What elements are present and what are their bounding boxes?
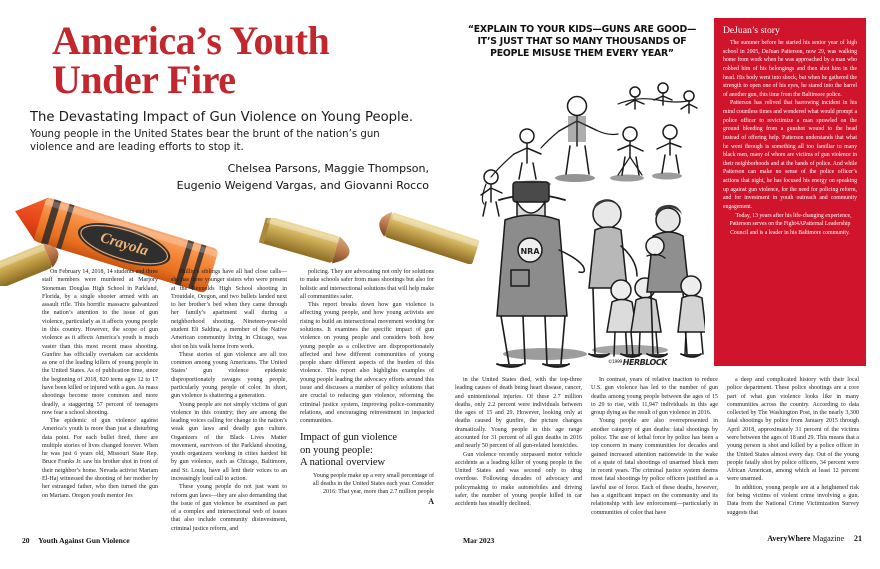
cartoon-caption-line-1: “EXPLAIN TO YOUR KIDS—GUNS ARE GOOD— (467, 24, 697, 35)
paragraph: Today, 13 years after his life-changing experience, Patterson serves on the Fight4APatternal Leadership Council and is a leader in his Baltimore community. (729, 212, 852, 236)
paragraph: policing. They are advocating not only for solutions to make schools safer from mass shootings but also for holistic and intersectional solutions that will help make all communities safer. (300, 269, 434, 300)
paragraph: Patterson has relived that harrowing incident in his mind countless times and wondered what would prompt a police officer to revictimize a man sprawled on the ground bleeding from a gunshot wound to the head instead of offering help. Patterson understands that what he went through is something all too familiar to many black men, many of whom are victims of gun violence in their neighborhoods and at the hands of police. And while Patterson can make no sense of the police officer’s actions that night, he has focused his energy on speaking up against gun violence, for the need for policing reform, and for investment in youth outreach and community engagement. (723, 100, 857, 210)
continued-marker: A (428, 496, 434, 506)
paragraph: Young people are not simply victims of gun violence in this country; they are among the leading voices calling for change to the nation’s weak gun laws and deadly gun culture. Organizers of the Black Lives Matter movement, survivors of the Parkland shooting, youth organizers working in cities hardest hit by gun violence, such as Chicago, Baltimore, and St. Louis, have all lent their voices to an increasingly loud call to action. (171, 401, 287, 483)
body-column-2 (171, 268, 287, 533)
cartoonist-signature (608, 358, 667, 367)
paragraph: Phillip’s siblings have all had close calls—she has three younger sisters who were present at the Reynolds High School shooting in Troutdale, Oregon, and two bullets landed next to her brother’s bed when they came through her family’s apartment wall during a neighborhood shooting. Nineteen-year-old student Eli Saldina, a member of the Native American community living in Chicago, was shot on his walk home from work. (171, 269, 287, 350)
right-body-columns (455, 376, 859, 536)
left-page-footer (22, 536, 130, 545)
nra-badge-text: NRA (520, 247, 540, 256)
headline-line-2: Under Fire (52, 56, 236, 102)
section-heading-line-1: Impact of gun violence (300, 432, 398, 444)
byline-line-2: Eugenio Weigend Vargas, and Giovanni Rocco (176, 179, 429, 193)
paragraph: Gun violence recently surpassed motor vehicle accidents as a leading killer of young people in the United States and was second only to drug overdose. Following decades of advocacy and policymaking to make automobiles and driving safer, the number of young people killed in car accidents has steadily declined. (455, 451, 582, 508)
cartoon-caption-line-3: PEOPLE MISUSE THEM EVERY YEAR” (490, 47, 674, 59)
byline (99, 160, 429, 194)
section-heading (300, 432, 434, 469)
magazine-brand: AveryWhere (767, 534, 811, 543)
paragraph: a deep and complicated history with their local police department. These police shootings are a core part of what gun violence looks like in many communities across the country. According to data collected by The Washington Post, in the nearly 3,300 fatal shootings by police from January 2015 through April 2018, approximately 31 percent of the victims were between the ages of 18 and 29. This means that a young person is shot and killed by a police officer in the United States almost every day. Out of the young people fatally shot by police officers, 34 percent were African American, among which at least 12 percent were unarmed. (727, 377, 859, 483)
magazine-word: Magazine (812, 534, 844, 543)
paragraph: The epidemic of gun violence against America’s youth is more than just a disturbing data point. For each bullet fired, there are multiple stories of lives changed forever. When he was just 6 years old, Missouri State Rep. Bruce Franks Jr. saw his brother shot in front of their neighbor’s home. Nevada activist Mariam El-Haj witnessed the shooting of her mother by her estranged father, who then turned the gun on Mariam. Oregon youth mentor Jes (42, 418, 158, 499)
right-page-footer (767, 534, 862, 543)
section-heading-line-3: A national overview (300, 456, 386, 468)
body-column-5 (591, 376, 718, 517)
paragraph: In contrast, years of relative inaction to reduce U.S. gun violence has led to the number of gun deaths among young people between the ages of 15 to 29 to rise, with 11,947 individuals in this age group dying as the result of gun violence in 2016. (591, 377, 718, 417)
paragraph: This report breaks down how gun violence is affecting young people, and how young activists are rising to build an intersectional movement working for solutions. It examines the specific impact of gun violence on young people and considers both how young people as a collective are disproportionately affected and how different communities of young people share different aspects of the burden of this violence. This report also highlights examples of young people leading the advocacy efforts around this issue and discusses a number of policy solutions that are crucial to reducing gun violence, reforming the criminal justice system, improving police-community relations, and encouraging reinvestment in impacted communities. (300, 302, 434, 425)
right-page-number: 21 (854, 534, 862, 543)
left-page-number: 20 (22, 536, 30, 545)
paragraph: in the United States died, with the top-three leading causes of death being heart disease, cancer, and unintentional injuries. Of these 2.7 million deaths, only 2.2 percent were individuals between the ages of 15 and 29. However, looking only at deaths caused by gunfire, the picture changes dramatically. Young people in this age range accounted for 31 percent of all gun deaths in 2016 and nearly 50 percent of all gun-related homicides. (455, 377, 582, 450)
copyright-mark: ©1999 (608, 360, 622, 365)
cartoon-caption (462, 24, 702, 60)
paragraph: On February 14, 2018, 14 students and three staff members were murdered at Marjory Stoneman Douglas High School in Parkland, Florida, by a single shooter armed with an assault rifle. This horrific massacre galvanized the nation’s attention to the issue of gun violence, particularly as it affects young people in this country. However, the scope of gun violence as it affects America’s youth is much vaster than this most recent mass shooting. Gunfire has officially overtaken car accidents as one of the leading killers of young people in the United States. As of publication time, since the beginning of 2018, 820 teens ages 12 to 17 have been killed or injured with a gun. As mass shootings become more common and more deadly, a staggering 57 percent of teenagers now fear a school shooting. (42, 269, 158, 416)
sidebar-body (723, 39, 857, 237)
headline-line-1: America’s Youth (52, 18, 330, 63)
body-column-6 (727, 376, 859, 517)
page-title (52, 18, 432, 102)
article-subdeck: Young people in the United States bear the brunt of the nation’s gun violence and are leading efforts to stop it. (30, 129, 380, 154)
section-heading-line-2: on young people: (300, 444, 373, 456)
issue-date-footer: Mar 2023 (463, 536, 495, 545)
signature-name: HERBLOCK (622, 358, 667, 367)
bullet-illustration-2 (252, 218, 378, 274)
body-column-4 (455, 376, 582, 509)
article-deck: The Devastating Impact of Gun Violence on Young People. (30, 110, 414, 125)
paragraph: These stories of gun violence are all too common among young Americans. The United States’ gun violence epidemic disproportionately ravages young people, particularly young people of color. In short, gun violence is shattering a generation. (171, 351, 287, 400)
left-body-columns (42, 268, 434, 530)
paragraph: Young people are also overrepresented in another category of gun deaths: fatal shootings by police. The use of lethal force by police has been a top concern in many communities for decades and gained increased attention nationwide in the wake of a spate of fatal shootings of unarmed black men in recent years. The criminal justice system deems most fatal shootings by police officers justified as a lawful use of force. Each of these deaths, however, has a significant impact on the community and its relationship with law enforcement—particularly in communities of color that have (591, 418, 718, 516)
sidebar-dejuan-story (714, 18, 866, 366)
paragraph: The summer before he started his senior year of high school in 2005, DeJuan Patterson, now 29, was walking home from work when he was approached by a man who robbed him of his belongings and then shot him in the head. His body went into shock, but when he gathered the strength to open one of his eyes, he stared into the barrel of another gun, this time from the Baltimore police. (723, 40, 857, 98)
paragraph: These young people do not just want to reform gun laws—they are also demanding that the issue of gun violence be examined as part of a complex and intersectional web of issues that also include community disinvestment, criminal justice reform, and (171, 484, 287, 532)
byline-line-1: Chelsea Parsons, Maggie Thompson, (227, 162, 429, 175)
paragraph: In addition, young people are at a heightened risk for being victims of violent crime involving a gun. Data from the National Crime Victimization Survey suggests that (727, 484, 859, 516)
left-footer-title: Youth Against Gun Violence (38, 536, 130, 545)
cartoon-caption-line-2: IT’S JUST THAT SO MANY THOUSANDS OF (477, 35, 687, 47)
svg-text:Crayola: Crayola (98, 229, 151, 260)
body-column-1 (42, 268, 158, 500)
body-column-3 (300, 268, 434, 508)
paragraph: Young people make up a very small percentage of all deaths in the United States each year. Consider 2016: That year, more than 2.7 million people (312, 472, 434, 496)
herblock-cartoon-illustration (455, 74, 705, 374)
sidebar-title: DeJuan’s story (723, 25, 780, 36)
